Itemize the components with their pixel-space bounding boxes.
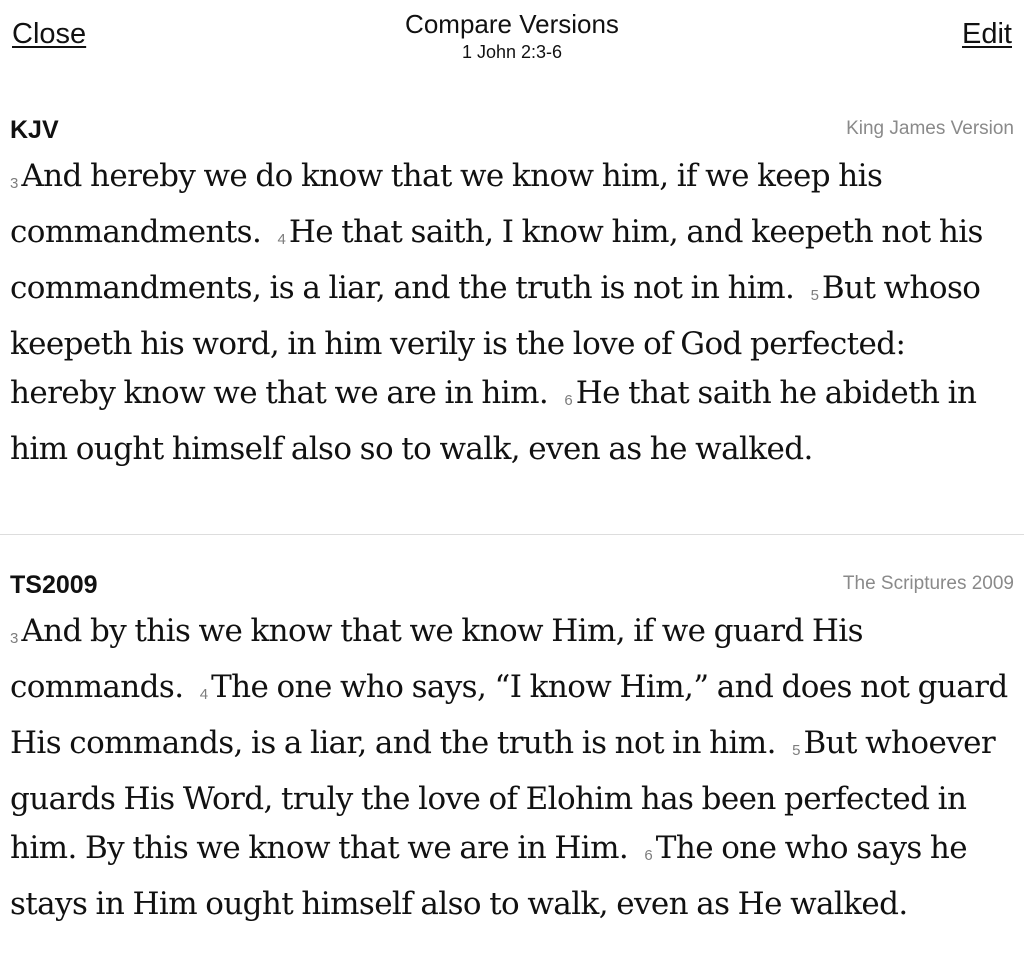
verse-number: 6	[644, 847, 653, 864]
verse-number: 4	[199, 686, 209, 703]
verse-text[interactable]: But whoso keepeth his word, in him verily is the love of God perfected: hereby know we that we are in him.	[10, 270, 981, 411]
verse-text[interactable]: The one who says, “I know Him,” and does not guard His commands, is a liar, and the truth is not in him.	[10, 669, 1008, 761]
verse-text[interactable]: The one who says he stays in Him ought himself also to walk, even as He walked.	[10, 830, 968, 922]
version-header	[0, 108, 1024, 152]
version-full-name: King James Version	[846, 118, 1014, 139]
version-section-ts2009	[0, 563, 1024, 929]
edit-button[interactable]: Edit	[962, 18, 1012, 50]
version-abbreviation: TS2009	[10, 571, 98, 599]
verse-number: 5	[810, 287, 819, 304]
verse-number: 4	[277, 231, 286, 248]
verse-text[interactable]: He that saith, I know him, and keepeth not his commandments, is a liar, and the truth is not in him.	[10, 214, 983, 306]
verse-number: 5	[792, 742, 801, 759]
version-header	[0, 563, 1024, 607]
version-abbreviation: KJV	[10, 116, 59, 144]
section-divider	[0, 534, 1024, 535]
verse-text[interactable]: And by this we know that we know Him, if we guard His commands.	[10, 613, 863, 705]
verse-text[interactable]: But whoever guards His Word, truly the love of Elohim has been perfected in him. By this we know that we are in Him.	[10, 725, 996, 866]
passage-text	[0, 607, 1024, 929]
header-title-group	[0, 8, 1024, 64]
verse-text[interactable]: He that saith he abideth in him ought himself also so to walk, even as he walked.	[10, 375, 977, 467]
version-section-kjv	[0, 108, 1024, 474]
verse-text[interactable]: And hereby we do know that we know him, if we keep his commandments.	[10, 158, 883, 250]
nav-header	[0, 0, 1024, 80]
version-full-name: The Scriptures 2009	[842, 573, 1014, 594]
passage-text	[0, 152, 1024, 474]
passage-reference: 1 John 2:3-6	[461, 42, 563, 62]
verse-number: 3	[10, 175, 19, 192]
verse-number: 6	[564, 392, 573, 409]
page-title: Compare Versions	[405, 9, 619, 39]
verse-number: 3	[10, 630, 19, 647]
close-button[interactable]: Close	[12, 18, 87, 50]
